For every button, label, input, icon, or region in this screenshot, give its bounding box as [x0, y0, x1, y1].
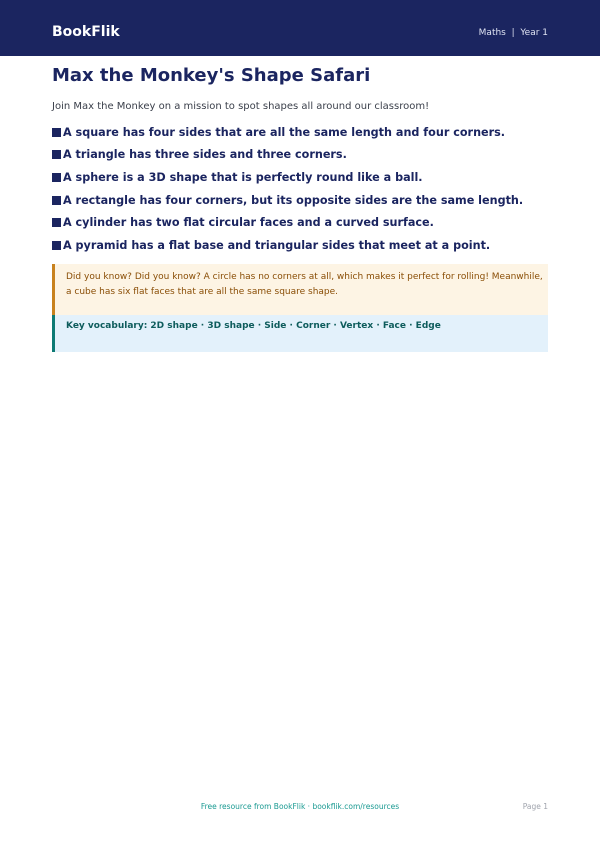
- fact-text: A cylinder has two flat circular faces and a curved surface.: [63, 216, 434, 230]
- square-bullet-icon: [52, 196, 61, 205]
- subject-year-label: Maths | Year 1: [478, 28, 548, 38]
- page-number: Page 1: [522, 802, 548, 811]
- header-bar: [0, 0, 600, 56]
- did-you-know-text: Did you know? Did you know? A circle has no corners at all, which makes it perfect for rolling! Meanwhile, a cube has six flat faces that are all the same square shape.: [66, 272, 543, 297]
- shape-facts-list: [52, 121, 552, 257]
- fact-text: A sphere is a 3D shape that is perfectly round like a ball.: [63, 170, 423, 184]
- square-bullet-icon: [52, 218, 61, 227]
- footer-credit-link[interactable]: Free resource from BookFlik · bookflik.com/resources: [200, 802, 400, 811]
- brand-logo-text[interactable]: BookFlik: [52, 24, 120, 40]
- list-item: [52, 121, 552, 144]
- key-vocabulary-box: [52, 315, 548, 352]
- fact-text: A square has four sides that are all the same length and four corners.: [63, 125, 506, 139]
- list-item: [52, 144, 552, 167]
- square-bullet-icon: [52, 150, 61, 159]
- list-item: [52, 234, 552, 257]
- square-bullet-icon: [52, 173, 61, 182]
- list-item: [52, 211, 552, 234]
- intro-text: Join Max the Monkey on a mission to spot shapes all around our classroom!: [52, 101, 430, 112]
- fact-text: A triangle has three sides and three corners.: [63, 148, 347, 162]
- key-vocabulary-text: Key vocabulary: 2D shape · 3D shape · Side · Corner · Vertex · Face · Edge: [66, 321, 441, 331]
- list-item: [52, 166, 552, 189]
- fact-text: A pyramid has a flat base and triangular sides that meet at a point.: [63, 238, 491, 252]
- page-title: Max the Monkey's Shape Safari: [52, 65, 371, 86]
- square-bullet-icon: [52, 241, 61, 250]
- square-bullet-icon: [52, 128, 61, 137]
- did-you-know-callout: [52, 264, 548, 315]
- fact-text: A rectangle has four corners, but its opposite sides are the same length.: [63, 193, 524, 207]
- list-item: [52, 189, 552, 212]
